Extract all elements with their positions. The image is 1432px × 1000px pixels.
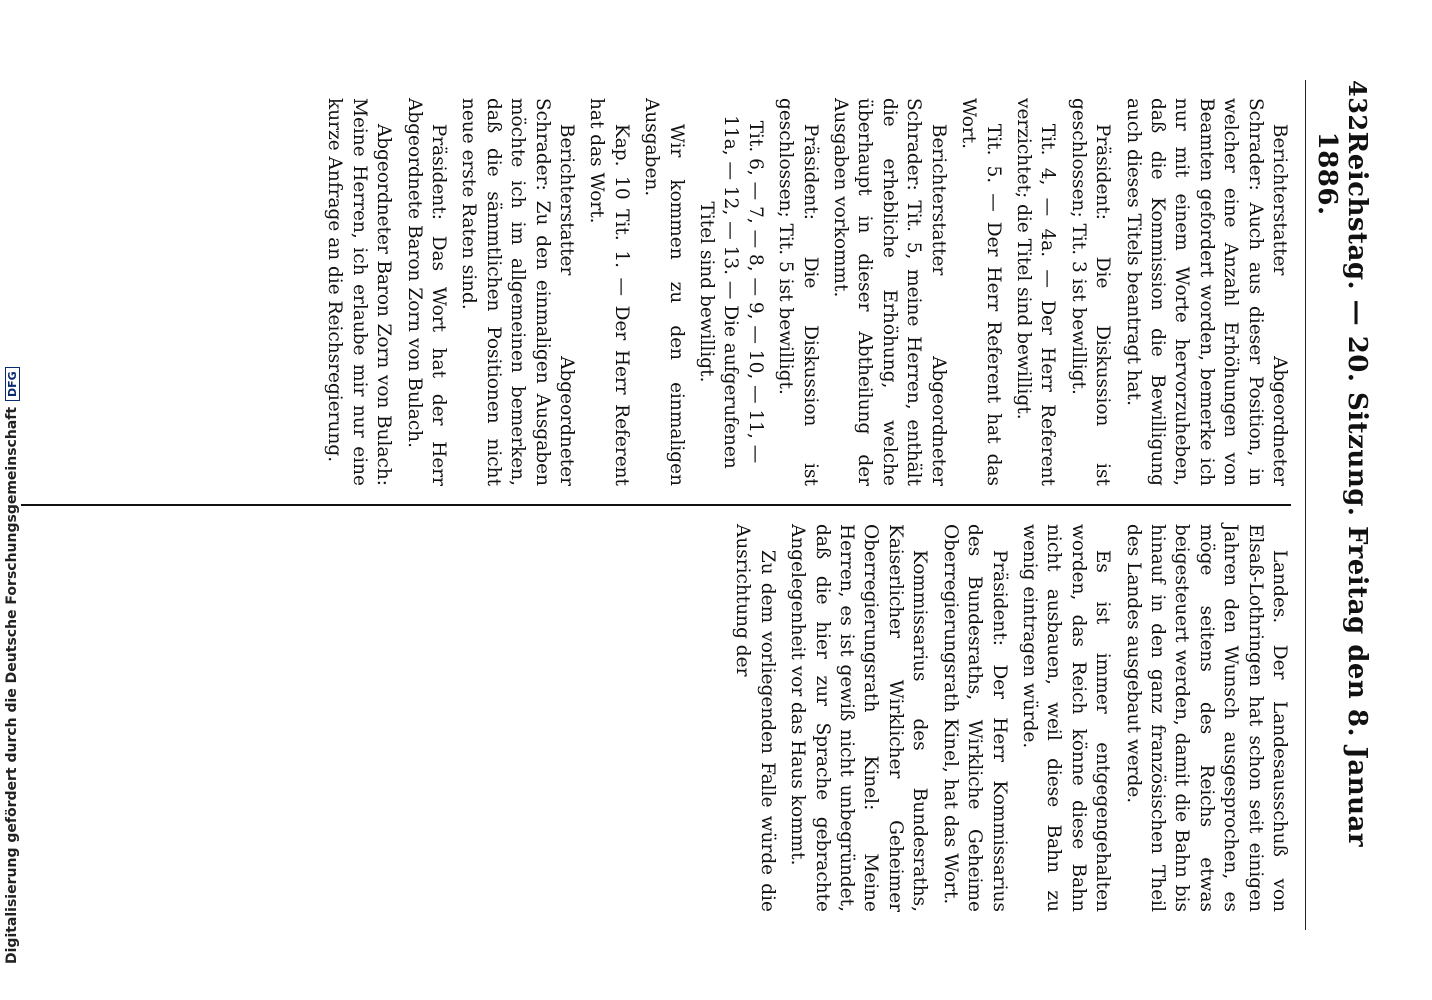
paragraph: Berichterstatter Abgeordneter Schrader: Zu den einmaligen Ausgaben möchte ich im allgemeinen bemerken, daß die sämmtlichen Positionen nicht neue erste Raten sind. [458, 98, 578, 486]
paragraph: Präsident: Das Wort hat der Herr Abgeordnete Baron Zorn von Bulach. [403, 98, 449, 486]
paragraph: Kap. 10 Tit. 1. — Der Herr Referent hat das Wort. [586, 98, 632, 486]
paragraph: Kommissarius des Bundesraths, Kaiserlicher Wirklicher Geheimer Oberregierungsrath Kinel: Meine Herren, es ist gewiß nicht unbegründet, daß die hier zur Sprache gebrachte Angelegenheit vor das Haus kommt. [787, 524, 931, 912]
paragraph: Präsident: Der Herr Kommissarius des Bundesraths, Wirkliche Geheime Oberregierungsrath Kinel, hat das Wort. [939, 524, 1010, 912]
text-columns [21, 80, 1291, 930]
page-header [1305, 80, 1372, 930]
page-number: 432 [1343, 80, 1372, 132]
paragraph: Wir kommen zu den einmaligen Ausgaben. [641, 98, 687, 486]
paragraph: Berichterstatter Abgeordneter Schrader: Tit. 5, meine Herren, enthält die erhebliche Erhöhung, welche überhaupt in dieser Abtheilung der Ausgaben vorkommt. [830, 98, 949, 486]
right-column [21, 506, 1291, 930]
paragraph: Tit. 6, — 7, — 8, — 9, — 10, — 11, — 11a, — 12, — 13. — Die aufgerufenen Titel sind bewilligt. [696, 115, 766, 469]
paragraph: Landes. Der Landesausschuß von Elsaß-Lothringen hat schon seit einigen Jahren den Wunsch ausgesprochen, es möge seitens des Reichs etwas beigesteuert werden, damit die Bahn bis hinauf in den ganz französischen Theil des Landes ausgebaut werde. [1122, 524, 1290, 912]
dfg-logo: DFG [5, 367, 20, 401]
paragraph: Präsident: Die Diskussion ist geschlossen; Tit. 5 ist bewilligt. [775, 98, 821, 486]
page-title: Reichstag. — 20. Sitzung. Freitag den 8. Januar 1886. [1312, 131, 1372, 848]
paragraph: Tit. 4, — 4a. — Der Herr Referent verzichtet; die Titel sind bewilligt. [1012, 98, 1059, 486]
digitization-credit: Digitalisierung gefördert durch die Deutsche Forschungsgemeinschaft [4, 406, 20, 964]
paragraph: Zu dem vorliegenden Falle würde die Ausrichtung der [732, 524, 778, 912]
paragraph: Berichterstatter Abgeordneter Schrader: Auch aus dieser Position, in welcher eine Anzahl Erhöhungen von Beamten gefordert worden, bemerke ich nur mit einem Worte hervorzuheben, daß die Kommission die Bewilligung auch dieses Titels beantragt hat. [1122, 98, 1290, 486]
paragraph: Es ist immer entgegengehalten worden, das Reich könne diese Bahn nicht ausbauen, weil diese Bahn zu wenig eintragen würde. [1018, 524, 1114, 912]
paragraph: Abgeordneter Baron Zorn von Bulach: Meine Herren, ich erlaube mir nur eine kurze Anfrage an die Reichsregierung. [324, 98, 395, 486]
paragraph: Präsident: Die Diskussion ist geschlossen; Tit. 3 ist bewilligt. [1067, 98, 1114, 486]
left-column [21, 80, 1291, 504]
paragraph: Tit. 5. — Der Herr Referent hat das Wort. [958, 98, 1004, 486]
